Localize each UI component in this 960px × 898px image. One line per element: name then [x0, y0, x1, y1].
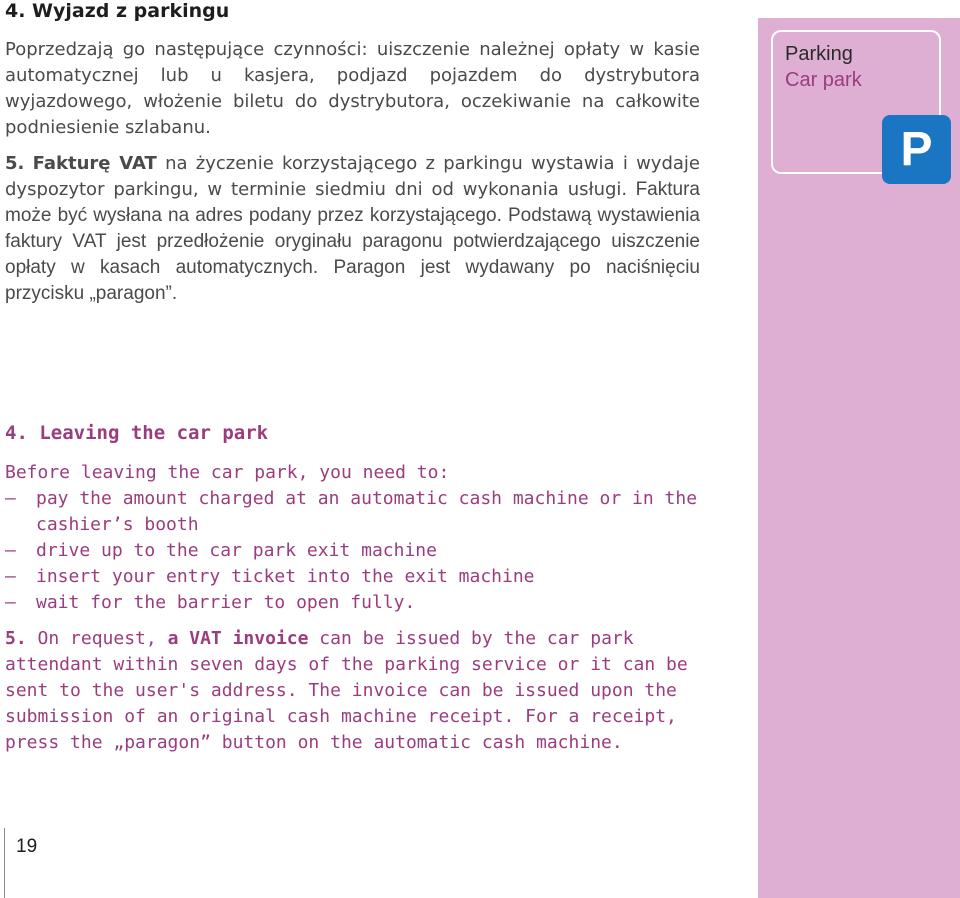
section-label-polish: Parking — [785, 43, 853, 65]
page-number-rule — [4, 828, 5, 898]
english-section-5-number: 5. — [5, 628, 27, 649]
polish-section-5 — [5, 151, 700, 307]
parking-p-icon: P — [882, 115, 951, 184]
english-steps-list — [5, 486, 705, 616]
dash-bullet: – — [5, 540, 16, 561]
list-item: – wait for the barrier to open fully. — [5, 590, 705, 616]
polish-section-5-text: na życzenie korzystającego z parkingu wystawia i wydaje dyspozytor parkingu, w terminie siedmiu dni od wykonania usługi. — [5, 153, 700, 200]
polish-section-5-continued: Faktura może być wysłana na adres podany przez korzystającego. Podstawą wystawienia faktury VAT jest przedłożenie oryginału paragonu potwierdzającego uiszczenie opłaty w kasach automatycznych. Paragon jest wydawany po naciśnięciu przycisku „paragon”. — [5, 179, 700, 304]
list-item: – insert your entry ticket into the exit machine — [5, 564, 705, 590]
list-item: – pay the amount charged at an automatic cash machine or in the cashier’s booth — [5, 488, 698, 535]
english-intro: Before leaving the car park, you need to: — [5, 462, 450, 483]
list-item: – drive up to the car park exit machine — [5, 538, 705, 564]
polish-intro-paragraph: Poprzedzają go następujące czynności: uiszczenie należnej opłaty w kasie automatycznej lub u kasjera, podjazd pojazdem do dystrybutora wyjazdowego, włożenie biletu do dystrybutora, oczekiwanie na całkowite podniesienie szlabanu. — [5, 39, 700, 138]
english-section-5: 5. On request, a VAT invoice can be issued by the car park attendant within seven days of the parking service or it can be sent to the user's address. The invoice can be issued upon the submission of an original cash machine receipt. For a receipt, press the „paragon” button on the automatic cash machine. — [5, 628, 688, 753]
page-number: 19 — [16, 836, 38, 857]
english-heading: 4. Leaving the car park — [5, 422, 269, 444]
section-label-english: Car park — [785, 69, 862, 91]
dash-bullet: – — [5, 566, 16, 587]
dash-bullet: – — [5, 592, 16, 613]
dash-bullet: – — [5, 488, 16, 509]
polish-heading: 4. Wyjazd z parkingu — [5, 0, 230, 22]
polish-section-5-number: 5. — [5, 153, 25, 174]
polish-vat-invoice-bold: Fakturę VAT — [32, 153, 157, 174]
english-vat-invoice-bold: a VAT invoice — [167, 628, 309, 649]
